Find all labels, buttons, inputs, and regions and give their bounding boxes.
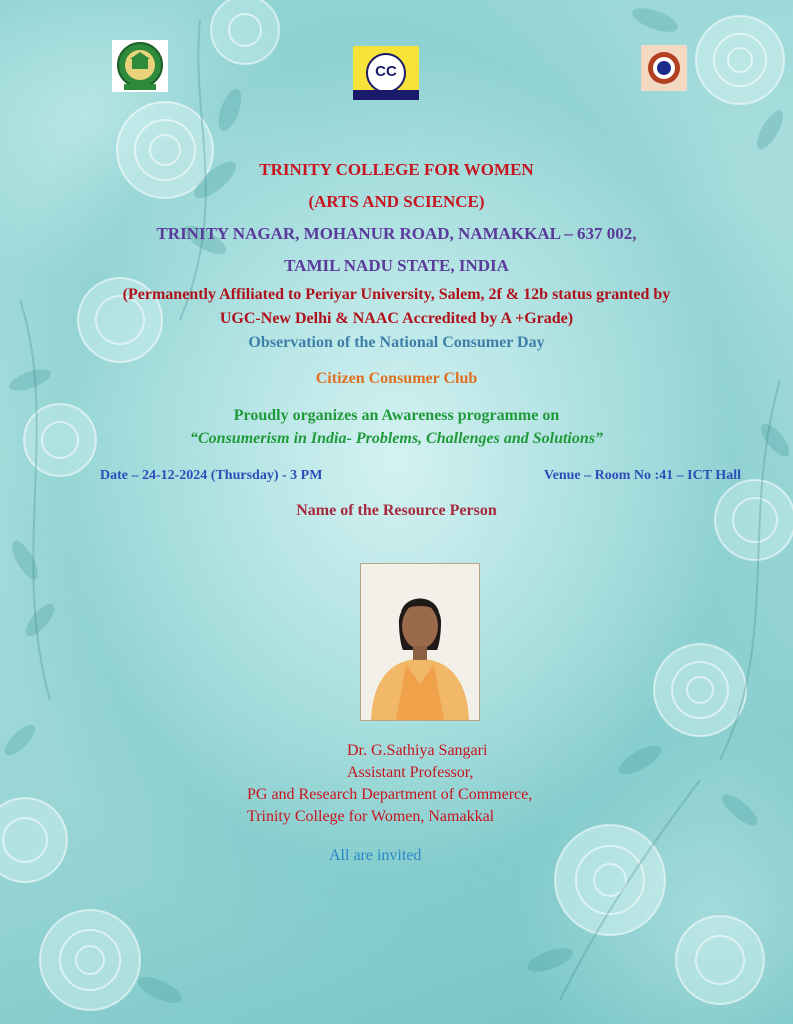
affiliation-line-2: UGC-New Delhi & NAAC Accredited by A +Grade) [219, 310, 574, 327]
affiliation-line-1: (Permanently Affiliated to Periyar University, Salem, 2f & 12b status granted by [122, 286, 671, 303]
college-address: TRINITY NAGAR, MOHANUR ROAD, NAMAKKAL – 637 002, [156, 224, 637, 243]
organizes-text: Proudly organizes an Awareness programme on [233, 407, 560, 424]
resource-person-department: PG and Research Department of Commerce, [247, 786, 533, 803]
right-emblem-logo [641, 45, 687, 91]
observation-title: Observation of the National Consumer Day [248, 334, 545, 351]
event-date: Date – 24-12-2024 (Thursday) - 3 PM [100, 468, 323, 483]
invitation-closing: All are invited [329, 847, 422, 864]
citizen-consumer-club-logo [353, 46, 419, 100]
event-venue: Venue – Room No :41 – ICT Hall [543, 468, 741, 483]
resource-person-photo [360, 563, 480, 721]
college-state: TAMIL NADU STATE, INDIA [284, 256, 509, 275]
resource-person-designation: Assistant Professor, [347, 764, 474, 781]
college-emblem-logo [112, 40, 168, 92]
resource-person-heading: Name of the Resource Person [296, 502, 497, 519]
resource-person-name: Dr. G.Sathiya Sangari [347, 742, 488, 759]
college-stream: (ARTS AND SCIENCE) [308, 192, 485, 211]
logo-initials: CC [375, 63, 397, 80]
college-name: TRINITY COLLEGE FOR WOMEN [259, 160, 534, 179]
resource-person-institution: Trinity College for Women, Namakkal [247, 808, 495, 825]
club-name: Citizen Consumer Club [315, 370, 478, 387]
programme-theme: “Consumerism in India- Problems, Challenges and Solutions” [190, 430, 603, 447]
